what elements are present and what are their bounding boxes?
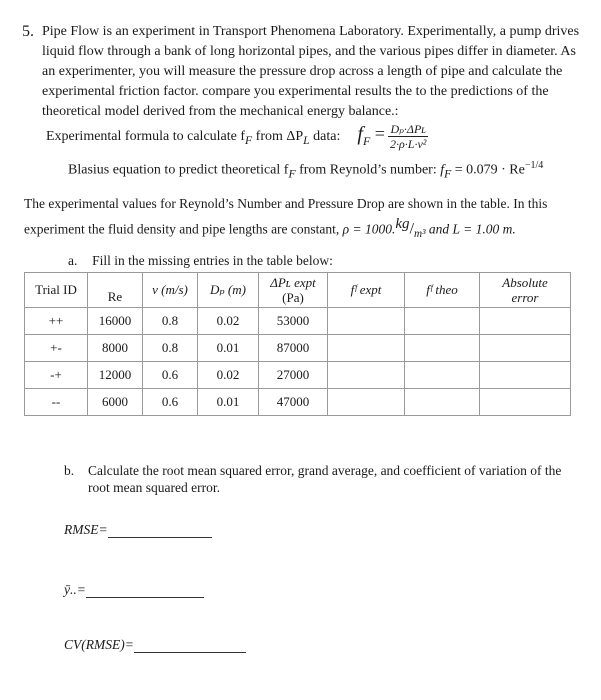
- cell-absolute-error[interactable]: [480, 362, 571, 389]
- cell-trial-id: ++: [25, 308, 88, 335]
- header-trial-id: Trial ID: [25, 273, 88, 308]
- exp-formula-label: Experimental formula to calculate $f_F$ from $\Delta P_L$ data:: [46, 128, 341, 147]
- cell-velocity: 0.8: [143, 335, 198, 362]
- cell-dp: 0.02: [198, 308, 259, 335]
- header-ff-expt: fᶠ expt: [328, 273, 405, 308]
- cell-trial-id: -+: [25, 362, 88, 389]
- cell-pressure-drop: 87000: [259, 335, 328, 362]
- cell-re: 6000: [88, 389, 143, 416]
- cell-ff-expt[interactable]: [328, 389, 405, 416]
- problem-statement: [22, 22, 582, 122]
- problem-number: 5.: [22, 23, 34, 40]
- grand-average-blank[interactable]: [86, 583, 204, 598]
- header-pressure-drop: ΔPʟ expt (Pa): [259, 273, 328, 308]
- cell-dp: 0.01: [198, 335, 259, 362]
- cell-dp: 0.02: [198, 362, 259, 389]
- exp-fraction: [388, 122, 428, 151]
- experimental-formula: Experimental formula to calculate $f_F$ from $\Delta P_L$ data: $f_F$ = $\frac{\text{Dₚ·ΔPʟ}}{\text{2·ρ·L·v²}}$: [46, 122, 427, 151]
- cell-ff-expt[interactable]: [328, 308, 405, 335]
- cell-trial-id: +-: [25, 335, 88, 362]
- cell-pressure-drop: 27000: [259, 362, 328, 389]
- cell-ff-theo[interactable]: [405, 335, 480, 362]
- table-header-row: [25, 273, 571, 308]
- cell-velocity: 0.6: [143, 389, 198, 416]
- exp-numerator: Dₚ·ΔPʟ: [390, 122, 426, 136]
- header-velocity: v (m/s): [143, 273, 198, 308]
- cell-re: 16000: [88, 308, 143, 335]
- cell-trial-id: --: [25, 389, 88, 416]
- cell-velocity: 0.6: [143, 362, 198, 389]
- table-row: [25, 389, 571, 416]
- part-a-text: Fill in the missing entries in the table below:: [92, 253, 333, 268]
- part-b-letter: b.: [64, 463, 75, 478]
- cv-rmse-label: CV(RMSE)=: [64, 637, 134, 652]
- cell-pressure-drop: 47000: [259, 389, 328, 416]
- cell-ff-expt[interactable]: [328, 335, 405, 362]
- cell-ff-expt[interactable]: [328, 362, 405, 389]
- exp-denominator: 2·ρ·L·v²: [390, 137, 427, 151]
- grand-average-label: ȳ..=: [64, 582, 86, 597]
- cv-rmse-answer: [64, 637, 246, 653]
- cell-dp: 0.01: [198, 389, 259, 416]
- header-re: Re: [88, 273, 143, 308]
- intro-paragraph: The experimental values for Reynold’s Number and Pressure Drop are shown in the table. In this experiment the fluid density and pipe lengths are constant, $\rho = 1000.^{kg}/_{m^3}$ and L = 1.00 m.: [24, 196, 548, 241]
- cell-absolute-error[interactable]: [480, 335, 571, 362]
- part-b-text: Calculate the root mean squared error, grand average, and coefficient of variation of the root mean squared error.: [88, 463, 562, 495]
- cell-pressure-drop: 53000: [259, 308, 328, 335]
- table-row: [25, 335, 571, 362]
- cell-ff-theo[interactable]: [405, 389, 480, 416]
- header-ff-theo: fᶠ theo: [405, 273, 480, 308]
- blasius-equation: Blasius equation to predict theoretical $f_F$ from Reynold’s number: $f_F = 0.079 \cdot Re^{-1/4}$: [68, 160, 544, 181]
- cell-re: 12000: [88, 362, 143, 389]
- rmse-answer: [64, 522, 212, 538]
- grand-average-answer: [64, 582, 204, 598]
- exp-lhs: $f_F$: [357, 122, 371, 148]
- cell-ff-theo[interactable]: [405, 362, 480, 389]
- data-table: [24, 272, 571, 416]
- cell-velocity: 0.8: [143, 308, 198, 335]
- part-a-letter: a.: [68, 253, 78, 268]
- cell-re: 8000: [88, 335, 143, 362]
- part-a: [68, 253, 333, 269]
- cv-rmse-blank[interactable]: [134, 638, 246, 653]
- cell-ff-theo[interactable]: [405, 308, 480, 335]
- rmse-blank[interactable]: [108, 523, 212, 538]
- header-absolute-error: Absolute error: [480, 273, 571, 308]
- cell-absolute-error[interactable]: [480, 308, 571, 335]
- cell-absolute-error[interactable]: [480, 389, 571, 416]
- rmse-label: RMSE=: [64, 522, 108, 537]
- header-dp: Dₚ (m): [198, 273, 259, 308]
- problem-text: Pipe Flow is an experiment in Transport Phenomena Laboratory. Experimentally, a pump drives liquid flow through a bank of long horizontal pipes, and the various pipes differ in diameter. As an experimenter, you will measure the pressure drop across a length of pipe and calculate the experimental friction factor. compare you experimental results the to the predictions of the theoretical model derived from the mechanical energy balance.:: [42, 24, 580, 119]
- table-row: [25, 308, 571, 335]
- table-row: [25, 362, 571, 389]
- part-b: [64, 462, 584, 496]
